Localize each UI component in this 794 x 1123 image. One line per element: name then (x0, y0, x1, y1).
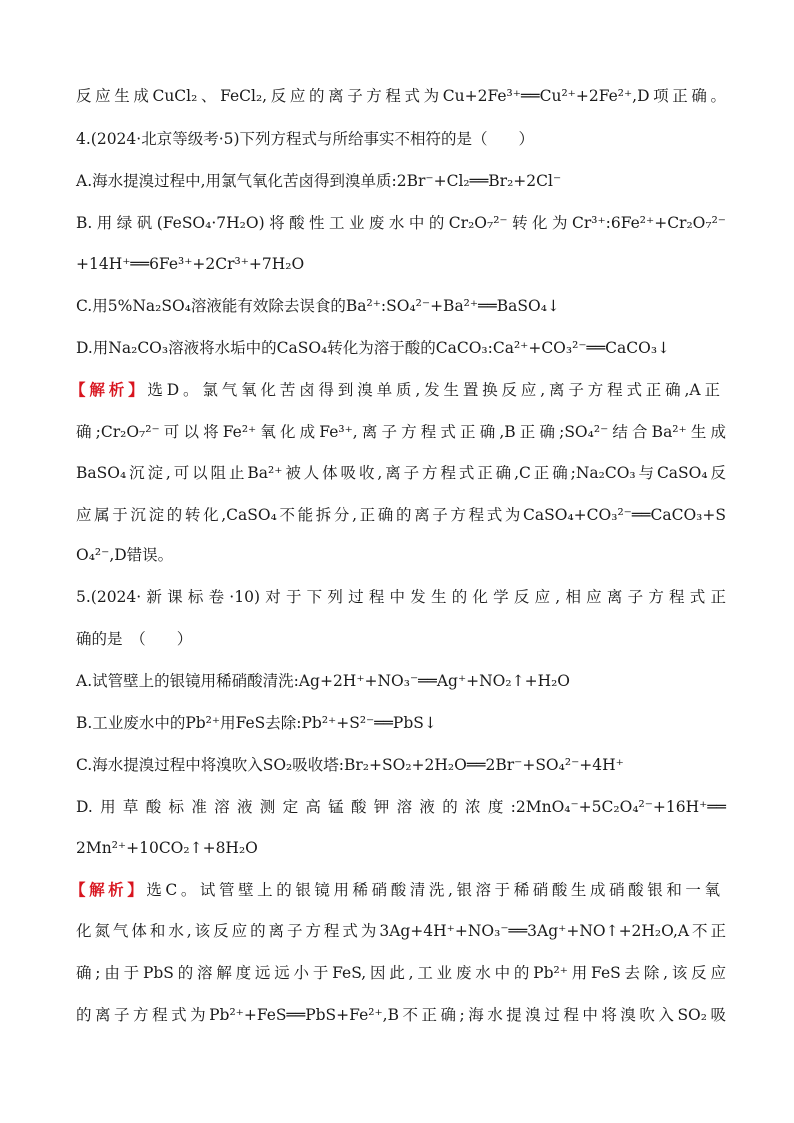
text-line: 反应生成CuCl₂、FeCl₂,反应的离子方程式为Cu+2Fe³⁺══Cu²⁺+2Fe²⁺,D项正确。 (76, 87, 726, 105)
option-d: D.用草酸标准溶液测定高锰酸钾溶液的浓度:2MnO₄⁻+5C₂O₄²⁻+16H⁺══ (76, 798, 726, 816)
text-line: BaSO₄沉淀,可以阻止Ba²⁺被人体吸收,离子方程式正确,C正确;Na₂CO₃与CaSO₄反 (76, 464, 726, 482)
option-a: A.试管壁上的银镜用稀硝酸清洗:Ag+2H⁺+NO₃⁻══Ag⁺+NO₂↑+H₂O (76, 672, 571, 690)
analysis-text: 选C。试管壁上的银镜用稀硝酸清洗,银溶于稀硝酸生成硝酸银和一氧 (146, 881, 720, 899)
question-5-stem: 5.(2024·新课标卷·10)对于下列过程中发生的化学反应,相应离子方程式正 (76, 588, 726, 606)
analysis-text: 选D。氯气氧化苦卤得到溴单质,发生置换反应,离子方程式正确,A正 (147, 381, 720, 399)
option-c: C.海水提溴过程中将溴吹入SO₂吸收塔:Br₂+SO₂+2H₂O══2Br⁻+SO₄²⁻+4H⁺ (76, 756, 624, 774)
analysis-tag: 【解析】 (70, 380, 148, 399)
option-b-continued: +14H⁺══6Fe³⁺+2Cr³⁺+7H₂O (76, 255, 305, 273)
text-line: 的离子方程式为Pb²⁺+FeS══PbS+Fe²⁺,B不正确;海水提溴过程中将溴吹入SO₂吸 (76, 1006, 726, 1024)
text-line: 确;Cr₂O₇²⁻可以将Fe²⁺氧化成Fe³⁺,离子方程式正确,B正确;SO₄²⁻结合Ba²⁺生成 (76, 423, 726, 441)
analysis-tag: 【解析】 (70, 880, 147, 899)
analysis-line (70, 380, 720, 400)
option-a: A.海水提溴过程中,用氯气氧化苦卤得到溴单质:2Br⁻+Cl₂══Br₂+2Cl⁻ (76, 172, 562, 190)
text-line: 化氮气体和水,该反应的离子方程式为3Ag+4H⁺+NO₃⁻══3Ag⁺+NO↑+2H₂O,A不正 (76, 922, 726, 940)
option-c: C.用5%Na₂SO₄溶液能有效除去误食的Ba²⁺:SO₄²⁻+Ba²⁺══BaSO₄↓ (76, 297, 560, 315)
question-5-stem-continued: 确的是 （ ） (76, 630, 193, 648)
text-line: 确;由于PbS的溶解度远远小于FeS,因此,工业废水中的Pb²⁺用FeS去除,该反应 (76, 964, 726, 982)
option-b: B.工业废水中的Pb²⁺用FeS去除:Pb²⁺+S²⁻══PbS↓ (76, 714, 437, 732)
text-line: O₄²⁻,D错误。 (76, 546, 174, 564)
question-4-stem: 4.(2024·北京等级考·5)下列方程式与所给事实不相符的是（ ） (76, 130, 535, 148)
option-b: B.用绿矾(FeSO₄·7H₂O)将酸性工业废水中的Cr₂O₇²⁻转化为Cr³⁺:6Fe²⁺+Cr₂O₇²⁻ (76, 214, 726, 232)
text-line: 应属于沉淀的转化,CaSO₄不能拆分,正确的离子方程式为CaSO₄+CO₃²⁻══CaCO₃+S (76, 506, 726, 524)
option-d: D.用Na₂CO₃溶液将水垢中的CaSO₄转化为溶于酸的CaCO₃:Ca²⁺+CO₃²⁻══CaCO₃↓ (76, 339, 671, 357)
option-d-continued: 2Mn²⁺+10CO₂↑+8H₂O (76, 839, 258, 857)
analysis-line (70, 880, 720, 900)
